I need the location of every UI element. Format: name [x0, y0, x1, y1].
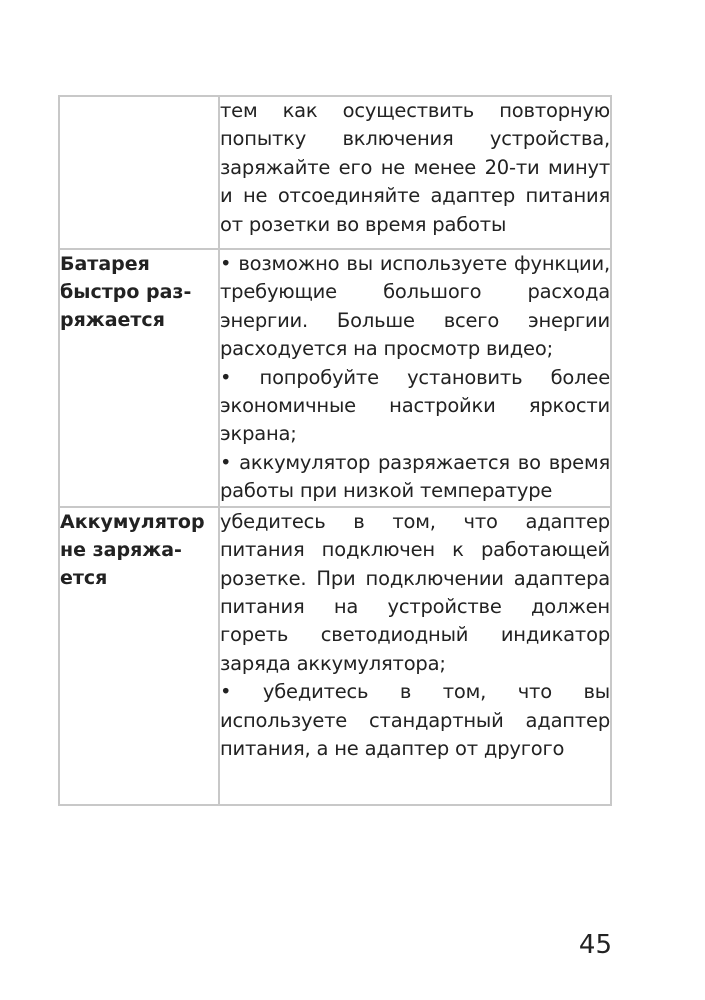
table-row	[59, 249, 611, 507]
solution-paragraph: • возможно вы используете функции, требующие большого расхода энергии. Больше всего энергии расходуется на просмотр видео;	[220, 252, 610, 361]
solution-cell	[219, 507, 611, 805]
solution-paragraph: убедитесь в том, что адаптер питания подключен к работающей розетке. При подключении адаптера питания на устройстве должен гореть светодиодный индикатор заряда аккумулятора;	[220, 509, 610, 675]
solution-paragraph: • попробуйте установить более экономичные настройки яркости экрана;	[220, 365, 610, 446]
problem-cell	[59, 507, 219, 805]
problem-cell	[59, 96, 219, 249]
solution-paragraph: тем как осуществить повторную попытку включения устройства, заряжайте его не менее 20-ти минут и не отсоединяйте адаптер питания от розетки во время работы	[220, 99, 610, 236]
page-number: 45	[578, 930, 612, 960]
troubleshooting-table	[58, 95, 612, 806]
problem-title: Аккумулятор не заряжа-ется	[60, 510, 205, 589]
problem-cell	[59, 249, 219, 507]
problem-title: Батарея быстро раз-ряжается	[60, 253, 192, 332]
solution-paragraph: • убедитесь в том, что вы используете стандартный адаптер питания, а не адаптер от другого	[220, 680, 610, 760]
solution-cell	[219, 96, 611, 249]
table-row	[59, 507, 611, 805]
solution-paragraph: • аккумулятор разряжается во время работы при низкой температуре	[220, 450, 610, 503]
solution-cell	[219, 249, 611, 507]
table-row	[59, 96, 611, 249]
